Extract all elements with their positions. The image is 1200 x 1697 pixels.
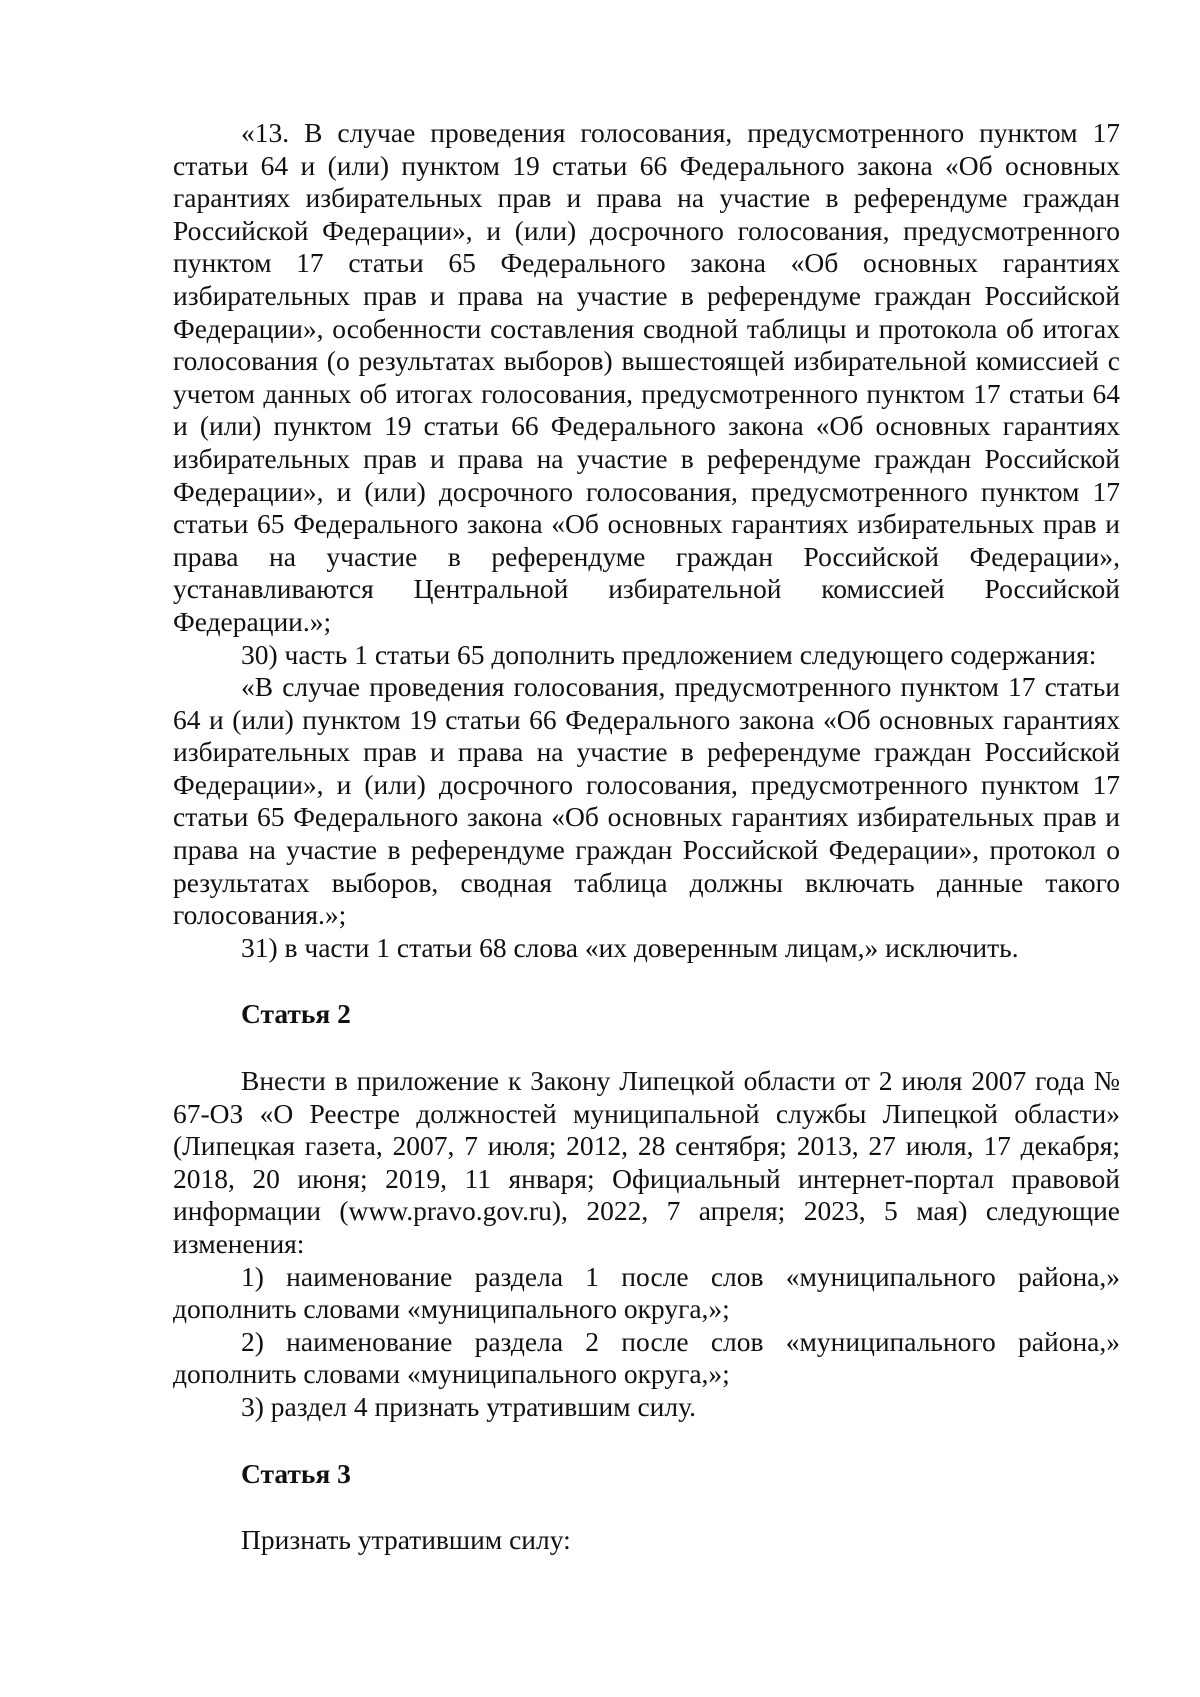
paragraph-item-13: «13. В случае проведения голосования, предусмотренного пунктом 17 статьи 64 и (или) пунктом 19 статьи 66 Федерального закона «Об основных гарантиях избирательных прав и права на участие в референдуме граждан Российской Федерации», и (или) досрочного голосования, предусмотренного пунктом 17 статьи 65 Федерального закона «Об основных гарантиях избирательных прав и права на участие в референдуме граждан Российской Федерации», особенности составления сводной таблицы и протокола об итогах голосования (о результатах выборов) вышестоящей избирательной комиссией с учетом данных об итогах голосования, предусмотренного пунктом 17 статьи 64 и (или) пунктом 19 статьи 66 Федерального закона «Об основных гарантиях избирательных прав и права на участие в референдуме граждан Российской Федерации», и (или) досрочного голосования, предусмотренного пунктом 17 статьи 65 Федерального закона «Об основных гарантиях избирательных прав и права на участие в референдуме граждан Российской Федерации», устанавливаются Центральной избирательной комиссией Российской Федерации.»; [173, 117, 1120, 637]
article-3-intro: Признать утратившим силу: [241, 1524, 571, 1556]
article-2-intro: Внести в приложение к Закону Липецкой области от 2 июля 2007 года № 67-ОЗ «О Реестре должностей муниципальной службы Липецкой области» (Липецкая газета, 2007, 7 июля; 2012, 28 сентября; 2013, 27 июля, 17 декабря; 2018, 20 июня; 2019, 11 января; Официальный интернет-портал правовой информации (www.pravo.gov.ru), 2022, 7 апреля; 2023, 5 мая) следующие изменения: [173, 1065, 1120, 1259]
paragraph-quote-addition: «В случае проведения голосования, предусмотренного пунктом 17 статьи 64 и (или) пунктом 19 статьи 66 Федерального закона «Об основных гарантиях избирательных прав и права на участие в референдуме граждан Российской Федерации», и (или) досрочного голосования, предусмотренного пунктом 17 статьи 65 Федерального закона «Об основных гарантиях избирательных прав и права на участие в референдуме граждан Российской Федерации», протокол о результатах выборов, сводная таблица должны включать данные такого голосования.»; [173, 671, 1120, 931]
article-2-item-3: 3) раздел 4 признать утратившим силу. [241, 1390, 696, 1422]
article-2-item-2: 2) наименование раздела 2 после слов «муниципального района,» дополнить словами «муниципального округа,»; [173, 1325, 1120, 1390]
article-2-item-1: 1) наименование раздела 1 после слов «муниципального района,» дополнить словами «муниципального округа,»; [173, 1260, 1120, 1325]
paragraph-item-31: 31) в части 1 статьи 68 слова «их доверенным лицам,» исключить. [241, 931, 1019, 963]
paragraph-item-30: 30) часть 1 статьи 65 дополнить предложением следующего содержания: [241, 638, 1097, 670]
article-2-heading: Статья 2 [241, 998, 351, 1030]
article-3-heading: Статья 3 [241, 1457, 351, 1489]
document-body [173, 117, 1120, 1557]
